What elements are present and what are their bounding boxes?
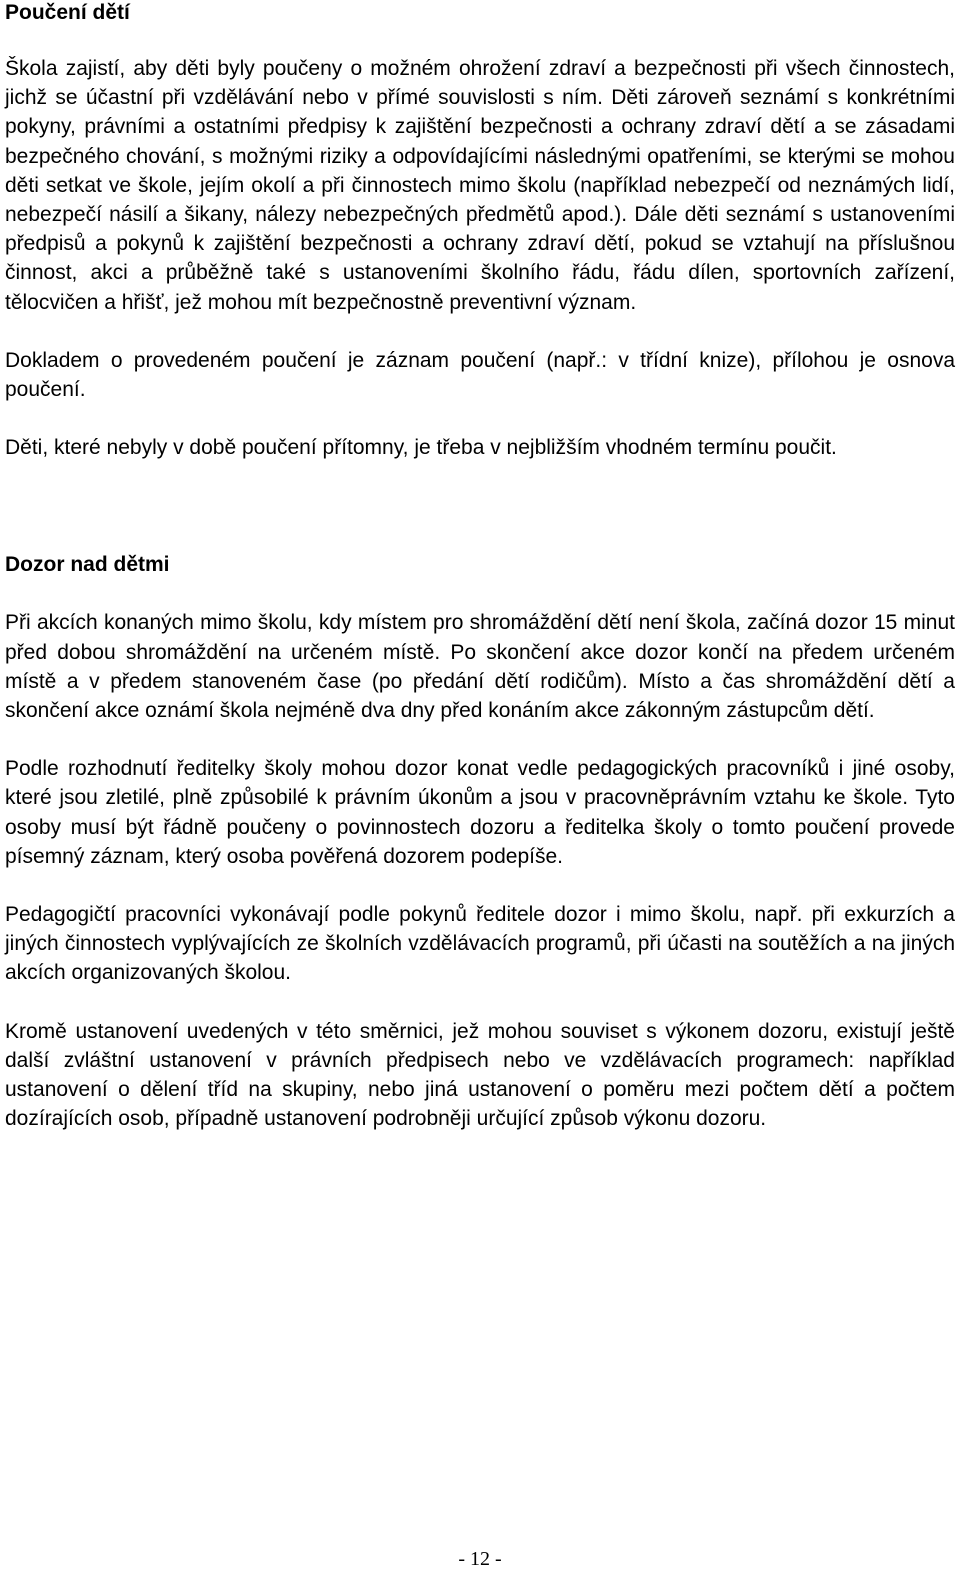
section-heading-dozor-nad-detmi: Dozor nad dětmi <box>5 553 170 577</box>
document-body <box>5 0 955 1133</box>
page-number: - 12 - <box>458 1548 502 1570</box>
paragraph-dozor-1: Při akcích konaných mimo školu, kdy místem pro shromáždění dětí není škola, začíná dozor 15 minut před dobou shromáždění na určeném místě. Po skončení akce dozor končí na předem určeném místě a v předem stanoveném čase (po předání dětí rodičům). Místo a čas shromáždění dětí a skončení akce oznámí škola nejméně dva dny před konáním akce zákonným zástupcům dětí. <box>5 611 955 723</box>
section-heading-pouceni-deti: Poučení dětí <box>5 1 130 24</box>
paragraph-dozor-2: Podle rozhodnutí ředitelky školy mohou dozor konat vedle pedagogických pracovníků i jiné osoby, které jsou zletilé, plně způsobilé k právním úkonům a jsou v pracovněprávním vztahu ke škole. Tyto osoby musí být řádně poučeny o povinnostech dozoru a ředitelka školy o tomto poučení provede písemný záznam, který osoba pověřená dozorem podepíše. <box>5 757 955 868</box>
paragraph-pouceni-1: Škola zajistí, aby děti byly poučeny o možném ohrožení zdraví a bezpečnosti při všech činnostech, jichž se účastní při vzdělávání nebo v přímé souvislosti s ním. Děti zároveň seznámí s konkrétními pokyny, právními a ostatními předpisy k zajištění bezpečnosti a ochrany zdraví dětí a se zásadami bezpečného chování, s možnými riziky a odpovídajícími následnými opatřeními, se kterými se mohou děti setkat ve škole, jejím okolí a při činnostech mimo školu (například nebezpečí od neznámých lidí, nebezpečí násilí a šikany, nálezy nebezpečných předmětů apod.). Dále děti seznámí s ustanoveními předpisů a pokynů k zajištění bezpečnosti a ochrany zdraví dětí, pokud se vztahují na příslušnou činnost, akci a průběžně také s ustanoveními školního řádu, řádu dílen, sportovních zařízení, tělocvičen a hřišť, jež mohou mít bezpečnostně preventivní význam. <box>5 57 955 314</box>
paragraph-pouceni-2: Dokladem o provedeném poučení je záznam poučení (např.: v třídní knize), přílohou je osnova poučení. <box>5 348 955 402</box>
paragraph-dozor-4: Kromě ustanovení uvedených v této směrnici, jež mohou souviset s výkonem dozoru, existují ještě další zvláštní ustanovení v právních předpisech nebo ve vzdělávacích programech: například ustanovení o dělení tříd na skupiny, nebo jiná ustanovení o poměru mezi počtem dětí a počtem dozírajících osob, případně ustanovení podrobněji určující způsob výkonu dozoru. <box>5 1019 955 1131</box>
paragraph-pouceni-3: Děti, které nebyly v době poučení přítomny, je třeba v nejbližším vhodném termínu poučit. <box>5 436 837 460</box>
paragraph-dozor-3: Pedagogičtí pracovníci vykonávají podle pokynů ředitele dozor i mimo školu, např. při exkurzích a jiných činnostech vyplývajících ze školních vzdělávacích programů, při účasti na soutěžích a na jiných akcích organizovaných školou. <box>5 903 955 985</box>
